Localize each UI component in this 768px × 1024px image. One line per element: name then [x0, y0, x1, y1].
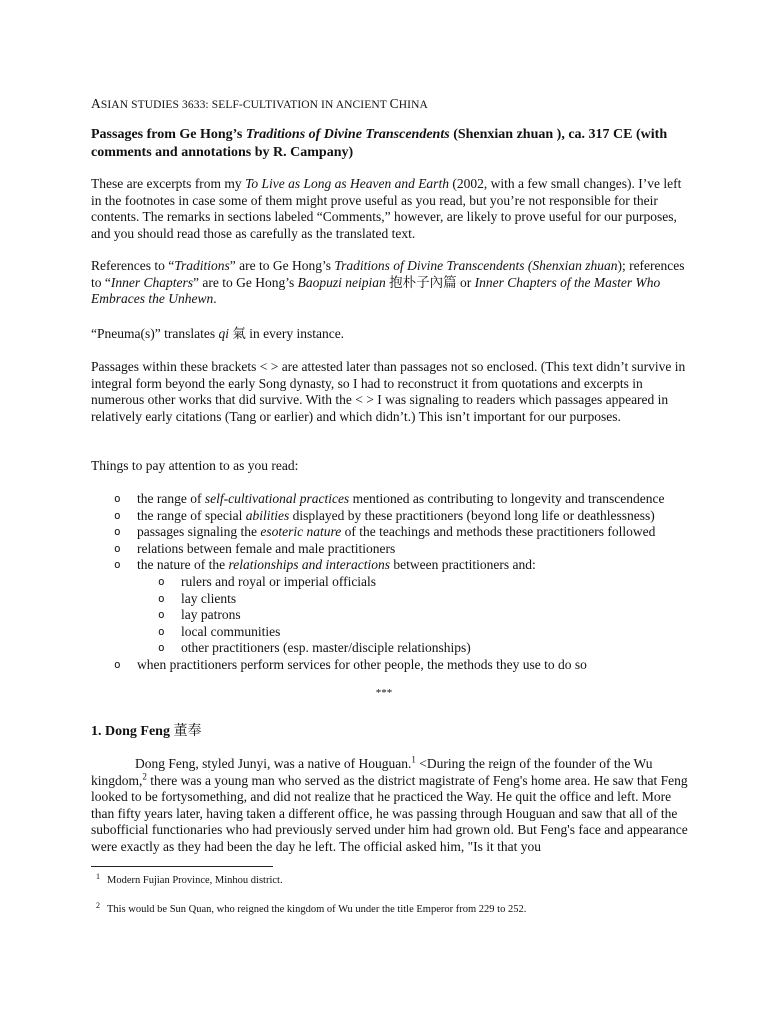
footnote-1: $^1$ Modern Fujian Province, Minhou district.: [96, 871, 283, 886]
sub-list-item: o other practitioners (esp. master/disciple relationships): [158, 640, 471, 656]
list-item: o the nature of the relationships and interactions between practitioners and:: [114, 557, 536, 573]
bullet: o: [158, 608, 165, 622]
list-item: o the range of self-cultivational practices mentioned as contributing to longevity and transcendence: [114, 491, 665, 506]
bullet: o: [158, 624, 165, 638]
sub-list-item: o lay patrons: [158, 607, 241, 623]
sub-list-item: o local communities: [158, 623, 281, 639]
intro-paragraph-2: References to “Traditions” are to Ge Hong’s Traditions of Divine Transcendents (Shenxian zhuan); references to “Inner Chapters” are to Ge Hong’s Baopuzi neipian 抱朴子內篇 or Inner Chapters of the Master Who Embraces the Unhewn.: [91, 258, 685, 307]
course-text-end: HINA: [398, 99, 428, 111]
footnote-divider: [91, 866, 273, 867]
bullet: o: [114, 541, 121, 555]
sub-list-item: o rulers and royal or imperial officials: [158, 573, 377, 589]
footnote-ref-2[interactable]: 2: [142, 771, 147, 782]
intro-paragraph-1: These are excerpts from my To Live as Long as Heaven and Earth (2002, with a few small changes). I’ve left in the footnotes in case some of them might prove useful as you read, but you’re not responsible for their contents. The remarks in sections labeled “Comments,” however, are likely to prove useful for our purposes, and you should read those as carefully as the translated text.: [91, 176, 682, 241]
bullet: o: [114, 492, 121, 505]
list-item: o the range of special abilities displayed by these practitioners (beyond long life or deathlessness): [114, 507, 655, 523]
section-body: Dong Feng, styled Junyi, was a native of Houguan.$^1$ <During the reign of the founder of the Wu kingdom,$^2$ there was a young man who served as the district magistrate of Feng's home area. He saw that Feng looked to be fortysomething, and did not realize that he practiced the Way. He quit the office and left. More than fifty years later, having taken a different office, he was passing through Houguan and saw that all of the subofficial functionaries who had previously served under him had grown old. But Feng's face and appearance were exactly as they had been the day he left. The official asked him, "Is it that you: [91, 754, 688, 854]
attention-list: [91, 491, 711, 674]
bullet: o: [114, 558, 121, 572]
sub-list-item: o lay clients: [158, 590, 237, 606]
course-header: [91, 96, 428, 112]
course-initial-c: C: [389, 96, 399, 111]
document-title: Passages from Ge Hong’s Traditions of Divine Transcendents (Shenxian zhuan ), ca. 317 CE (with comments and annotations by R. Campany): [91, 127, 668, 160]
footnote-2: $^2$ This would be Sun Quan, who reigned the kingdom of Wu under the title Emperor from 229 to 252.: [96, 900, 527, 915]
intro-paragraph-4: Passages within these brackets < > are attested later than passages not so enclosed. (This text didn’t survive in integral form beyond the early Song dynasty, so I had to reconstruct it from quotations and excerpts in numerous other works that did survive. With the < > I was signaling to readers which passages appeared in relatively early citations (Tang or earlier) and which didn’t.) This isn’t important for our purposes.: [91, 359, 686, 424]
bullet: o: [158, 641, 165, 655]
bullet: o: [158, 591, 165, 605]
course-initial: A: [91, 96, 101, 111]
list-item: o relations between female and male practitioners: [114, 540, 396, 556]
intro-paragraph-5: Things to pay attention to as you read:: [91, 458, 299, 473]
footnote-ref-1[interactable]: 1: [411, 754, 416, 765]
bullet: o: [114, 508, 121, 522]
section-separator: ***: [375, 687, 393, 699]
list-item: o when practitioners perform services for other people, the methods they use to do so: [114, 656, 587, 672]
bullet: o: [158, 574, 165, 588]
course-text: SIAN STUDIES 3633: SELF-CULTIVATION IN ANCIENT: [100, 99, 390, 111]
intro-paragraph-3: “Pneuma(s)” translates qi 氣 in every instance.: [91, 326, 345, 341]
list-item: o passages signaling the esoteric nature of the teachings and methods these practitioners followed: [114, 524, 656, 540]
bullet: o: [114, 657, 121, 671]
section-heading: 1. Dong Feng 董奉: [91, 724, 202, 739]
bullet: o: [114, 525, 121, 539]
